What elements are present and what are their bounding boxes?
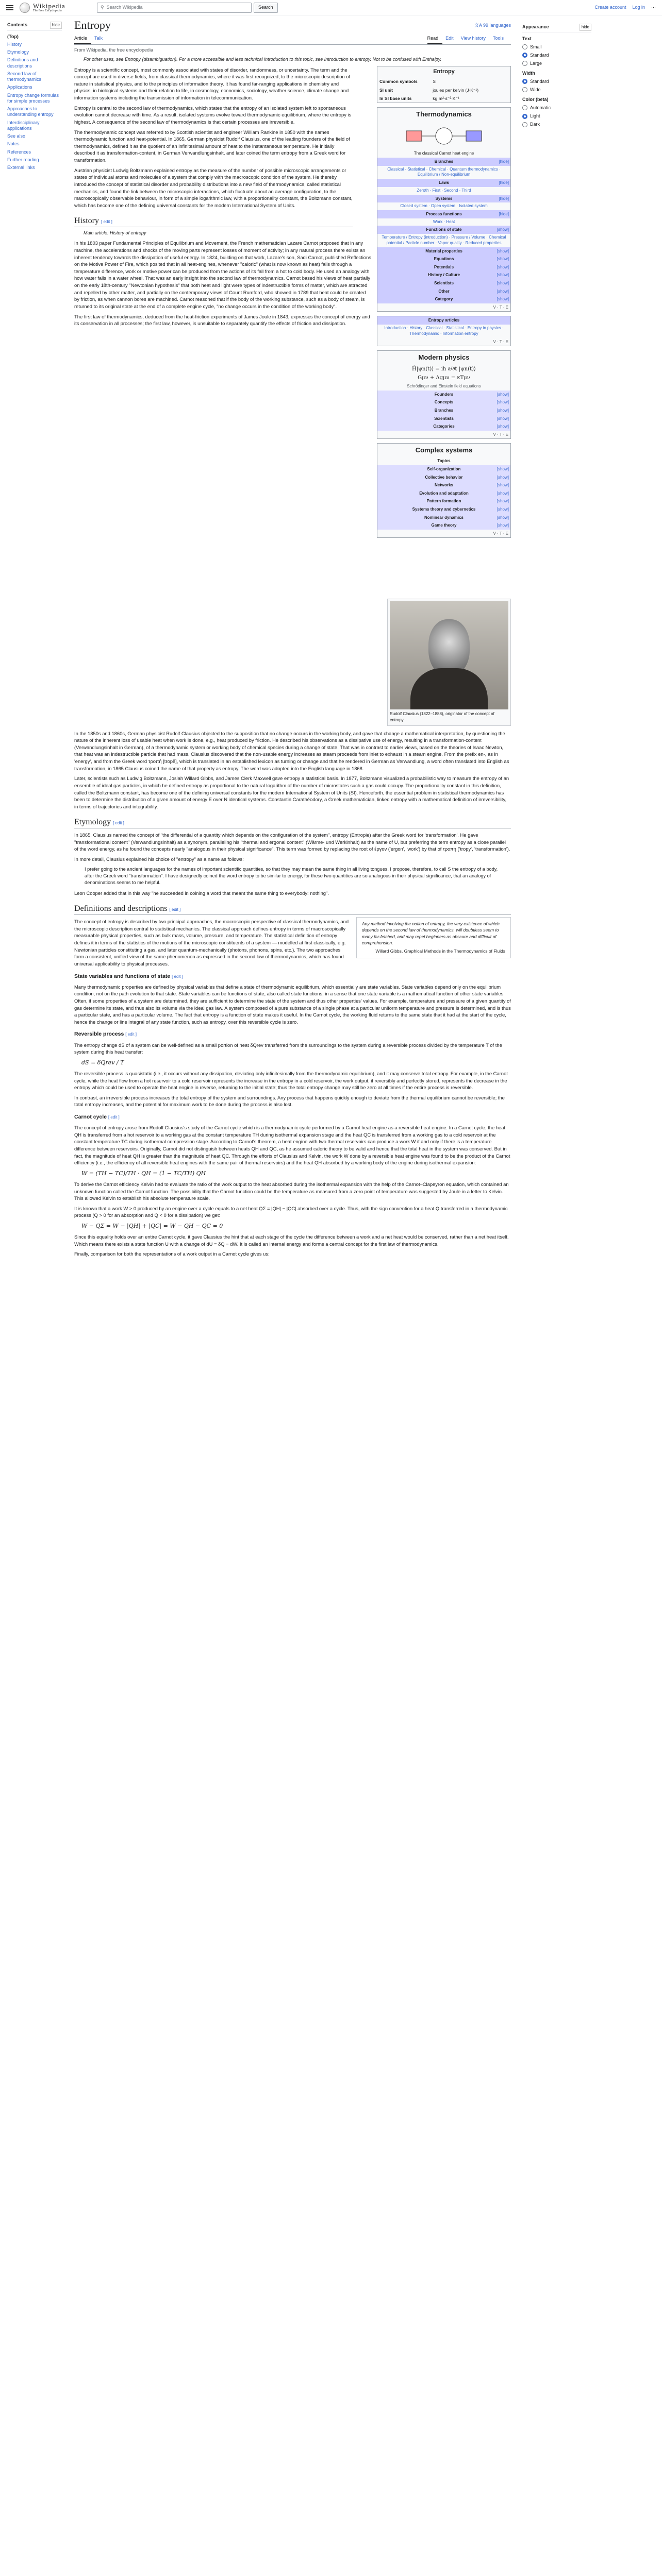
box-subtitle: Topics	[437, 459, 451, 464]
row-label: Game theory	[431, 523, 457, 528]
row-label: Scientists	[434, 416, 454, 421]
tab-talk[interactable]: Talk	[94, 36, 103, 41]
more-options-icon[interactable]: ⋯	[651, 4, 656, 10]
radio-label: Light	[530, 113, 540, 119]
sidebar-section-header[interactable]	[377, 195, 510, 203]
toc-item[interactable]: (Top)	[7, 33, 19, 39]
show-hide-toggle[interactable]: [show]	[496, 273, 509, 278]
show-hide-toggle[interactable]: [show]	[496, 280, 509, 285]
sidebar-section-links[interactable]: Zeroth · First · Second · Third	[417, 188, 471, 193]
etymology-paragraph: In 1865, Clausius named the concept of "the differential of a quantity which depends on the configuration of the system", entropy (Entropie) after the Greek word for 'transformation'. He gave "transformational content" (Verwandlungsinhalt) as a synonym, paralleling his "thermal and ergonal content" (Wärme- und Werkinhalt) as the name of U, but preferring the term entropy as a close parallel of the word energy, as he found the concepts nearly "analogous in their physical significance". This term was formed by replacing the root of ἔργον ('ergon', 'work') by that of τροπή ('tropy', 'transformation').	[74, 832, 510, 852]
box-links[interactable]: Introduction · History · Classical · Statistical · Entropy in physics · Thermodynamic · Information entropy	[384, 325, 504, 336]
history-paragraph: Later, scientists such as Ludwig Boltzmann, Josiah Willard Gibbs, and James Clerk Maxwell gave entropy a statistical basis. In 1877, Boltzmann visualized a probabilistic way to measure the entropy of an ensemble of ideal gas particles, in which he defined entropy as proportional to the natural logarithm of the number of microstates such a gas could occupy. The proportionality constant in this definition, called the Boltzmann constant, has become one of the defining universal constants for the modern International System of Units (SI). Henceforth, the essential problem in statistical thermodynamics has been to determine the distribution of a given amount of energy E over N identical systems. Constantin Carathéodory, a Greek mathematician, linked entropy with a mathematical definition of irreversibility, in terms of trajectories and integrability.	[74, 775, 509, 809]
quote-attribution: Willard Gibbs, Graphical Methods in the Thermodynamics of Fluids	[375, 948, 505, 954]
radio-icon[interactable]	[522, 87, 527, 92]
clausius-figure	[387, 599, 511, 725]
sidebar-section-header[interactable]	[377, 295, 510, 303]
edit-section-link[interactable]: [ edit ]	[169, 907, 181, 912]
edit-section-link[interactable]: [ edit ]	[108, 1115, 120, 1120]
schrodinger-equation: Ĥ|ψn(t)⟩ = iħ ∂/∂t |ψn(t)⟩	[412, 366, 476, 372]
collapsible-row[interactable]	[377, 465, 510, 473]
user-links	[594, 4, 656, 11]
sidebar-section-links[interactable]: Temperature / Entropy (introduction) · Pressure / Volume · Chemical potential / Particle number · Vapor quality · Reduced properties	[382, 235, 506, 245]
definitions-paragraph: The concept of entropy is described by two principal approaches, the macroscopic perspective of classical thermodynamics, and the microscopic description central to statistical mechanics. The classical approach defines entropy in terms of macroscopically measurable physical properties, such as bulk mass, volume, pressure, and temperature. The statistical definition of entropy defines it in terms of the statistics of the motions of the microscopic constituents of a system — modelled at first classically, e.g. Newtonian particles constituting a gas, and later quantum-mechanically (photons, phonons, spins, etc.). The two approaches form a consistent, unified view of the same phenomenon as expressed in the second law of thermodynamics, which has found universal applicability to physical processes.	[74, 919, 349, 967]
section-label: Process functions	[426, 212, 462, 217]
row-label: Self-organization	[427, 466, 461, 471]
sidebar-section-header[interactable]	[377, 158, 510, 166]
section-label: Scientists	[434, 280, 454, 285]
radio-selected-icon[interactable]	[522, 53, 527, 58]
color-label: Color (beta)	[522, 96, 549, 102]
radio-label: Large	[530, 60, 542, 66]
sidebar-caption: The classical Carnot heat engine	[413, 151, 474, 156]
infobox-row: Common symbols S	[379, 79, 436, 84]
radio-icon[interactable]	[522, 44, 527, 49]
sidebar-section-header[interactable]	[377, 210, 510, 218]
create-account-link[interactable]: Create account	[594, 4, 626, 10]
vte-links[interactable]: V · T · E	[493, 432, 508, 437]
radio-option[interactable]	[522, 60, 591, 67]
radio-label: Wide	[530, 87, 541, 92]
gibbs-quote-box	[356, 917, 511, 958]
wikipedia-logo[interactable]	[20, 3, 97, 13]
section-label: Material properties	[425, 248, 462, 253]
carnot-work-equation: W = (TH − TC)/TH · QH = (1 − TC/TH) QH	[81, 1170, 206, 1177]
row-label: Concepts	[434, 400, 454, 405]
sidebar-section-header[interactable]	[377, 279, 510, 287]
log-in-link[interactable]: Log in	[632, 4, 645, 10]
search-button[interactable]: Search	[254, 3, 278, 13]
sidebar-title: Thermodynamics	[416, 110, 472, 118]
show-toggle[interactable]: [show]	[496, 408, 509, 413]
width-label: Width	[522, 70, 535, 76]
toc-item[interactable]: Applications	[7, 84, 32, 90]
radio-label: Standard	[530, 78, 549, 84]
show-hide-toggle[interactable]: [show]	[496, 248, 509, 253]
row-label: Systems theory and cybernetics	[412, 506, 476, 512]
sidebar-section-links[interactable]: Closed system · Open system · Isolated system	[400, 204, 488, 209]
toc-item[interactable]: See also	[7, 133, 26, 139]
row-label: Networks	[434, 483, 453, 488]
quote-text: Any method involving the notion of entropy, the very existence of which depends on the second law of thermodynamics, will doubtless seem to many far-fetched, and may repel beginners as obscure and difficult of comprehension.	[362, 921, 500, 946]
radio-option[interactable]	[522, 87, 591, 93]
intro-paragraph: Entropy is a scientific concept, most commonly associated with states of disorder, randomness, or uncertainty. The term and the concept are used in diverse fields, from classical thermodynamics, where it was first recognized, to the microscopic description of nature in statistical physics, and to the principles of information theory. It has found far-ranging applications in chemistry and physics, in biological systems and their relation to life, in cosmology, economics, sociology, weather science, climate change and information systems including the transmission of information in telecommunication.	[74, 66, 351, 101]
complex-systems-box	[377, 443, 511, 538]
carnot-engine-diagram	[377, 122, 510, 150]
section-label: Branches	[434, 159, 454, 164]
right-boxes	[377, 66, 511, 538]
box-title: Modern physics	[418, 353, 470, 362]
row-label: Categories	[433, 424, 455, 429]
section-label: Other	[438, 289, 450, 294]
state-paragraph: Many thermodynamic properties are defined by physical variables that define a state of thermodynamic equilibrium, which essentially are state variables. State variables depend only on the equilibrium condition, not on the path evolution to that state. State variables can be functions of state, also called state functions, in a sense that one state variable is a mathematical function of other state variables. Often, if some properties of a system are determined, they are sufficient to determine the state of the system and thus other properties' values. For example, temperature and pressure of a given quantity of gas determine its state, and thus also its volume via the ideal gas law. A system composed of a pure substance of a single phase at a particular uniform temperature and pressure is determined, and is thus a particular state, and has a particular volume. The fact that entropy is a function of state makes it useful. In the Carnot cycle, the working fluid returns to the same state that it had at the start of the cycle, hence the change or line integral of any state function, such as entropy, over this reversible cycle is zero.	[74, 984, 511, 1025]
vte-links[interactable]: V · T · E	[493, 339, 508, 344]
figure-caption: Rudolf Clausius (1822–1888), originator of the concept of entropy	[390, 711, 494, 722]
page-title: Entropy 文A 99 languages	[74, 19, 511, 31]
section-heading-state-variables: State variables and functions of state [ edit ]	[74, 973, 183, 979]
show-hide-toggle[interactable]: [show]	[496, 297, 509, 302]
section-heading-definitions: Definitions and descriptions [ edit ]	[74, 904, 511, 915]
collapsible-row[interactable]	[377, 391, 510, 399]
infobox	[377, 66, 511, 104]
toc-item[interactable]: References	[7, 149, 31, 155]
sidebar-section-links[interactable]: Classical · Statistical · Chemical · Quantum thermodynamics · Equilibrium / Non-equilibrium	[387, 166, 501, 177]
radio-option[interactable]	[522, 52, 591, 59]
carnot-paragraph: Finally, comparison for both the representations of a work output in a Carnot cycle gives us:	[74, 1251, 270, 1257]
hatnote: For other uses, see Entropy (disambiguation). For a more accessible and less technical introduction to this topic, see Introduction to entropy. Not to be confused with Enthalpy.	[84, 57, 442, 62]
search-input[interactable]: ⚲ Search Wikipedia	[97, 3, 252, 13]
toc-hide-button[interactable]: hide	[50, 22, 62, 29]
show-toggle[interactable]: [show]	[496, 523, 509, 528]
sidebar-section-links[interactable]: Work · Heat	[433, 219, 455, 224]
radio-option[interactable]	[522, 44, 591, 50]
carnot-paragraph: It is known that a work W > 0 produced by an engine over a cycle equals to a net heat QΣ = |QH| − |QC| absorbed over a cycle. Thus, with the sign convention for a heat Q transferred in a thermodynamic process (Q > 0 for an absorption and Q < 0 for a dissipation) we get:	[74, 1205, 508, 1218]
radio-option[interactable]	[522, 113, 591, 120]
collapsible-row[interactable]	[377, 473, 510, 482]
infobox-row: SI unit joules per kelvin (J⋅K⁻¹)	[379, 87, 479, 93]
tab-article[interactable]: Article	[74, 33, 91, 44]
toc-item[interactable]: Further reading	[7, 157, 39, 162]
section-label: Functions of state	[426, 227, 462, 232]
sidebar-section-header[interactable]	[377, 226, 510, 234]
section-label: Laws	[438, 180, 449, 185]
modern-physics-box	[377, 350, 511, 439]
radio-icon[interactable]	[522, 61, 527, 66]
sidebar-section-header[interactable]	[377, 263, 510, 272]
intro-paragraph: The thermodynamic concept was referred to by Scottish scientist and engineer William Rankine in 1850 with the names thermodynamic function and heat-potential. In 1865, German physicist Rudolf Clausius, one of the leading founders of the field of thermodynamics, defined it as the quotient of an infinitesimal amount of heat to the instantaneous temperature. He initially described it as transformation-content, in German Verwandlungsinhalt, and later coined the term entropy from a Greek word for transformation.	[74, 129, 350, 163]
collapsible-row[interactable]	[377, 521, 510, 530]
radio-option[interactable]	[522, 121, 591, 128]
show-toggle[interactable]: [show]	[496, 490, 509, 496]
toc-item[interactable]: Approaches to understanding entropy	[7, 106, 54, 117]
show-toggle[interactable]: [show]	[496, 474, 509, 480]
row-label: Founders	[434, 392, 454, 397]
etymology-paragraph: Leon Cooper added that in this way "he succeeded in coining a word that meant the same thing to everybody: nothing".	[74, 890, 329, 896]
show-toggle[interactable]: [show]	[496, 483, 509, 488]
show-hide-toggle[interactable]: [show]	[496, 289, 509, 294]
history-paragraph: The first law of thermodynamics, deduced from the heat-friction experiments of James Joule in 1843, expresses the concept of energy and its conservation in all processes; the first law, however, is unsuitable to separately quantify the effects of friction and dissipation.	[74, 313, 370, 327]
sidebar-section-header[interactable]	[377, 247, 510, 256]
entropy-definition-equation: dS = δQrev / T	[81, 1059, 124, 1066]
thermodynamics-sidebar	[377, 107, 511, 312]
row-label: Branches	[434, 408, 454, 413]
section-label: Equations	[434, 257, 454, 262]
language-button[interactable]: 文A 99 languages	[474, 22, 511, 28]
box-title: Complex systems	[415, 446, 473, 454]
site-name: Wikipedia	[33, 2, 65, 10]
reversible-paragraph: In contrast, an irreversible process increases the total entropy of the system and surroundings. Any process that happens quickly enough to deviate from the thermal equilibrium cannot be reversible; the total entropy increases, and the potential for maximum work to be done during the process is also lost.	[74, 1094, 505, 1108]
tab-read[interactable]: Read	[427, 33, 443, 44]
edit-section-link[interactable]: [ edit ]	[172, 974, 183, 979]
page-tabs	[74, 33, 511, 45]
show-hide-toggle[interactable]: [hide]	[499, 212, 509, 217]
toc-item[interactable]: Interdisciplinary applications	[7, 120, 40, 131]
collapsible-row[interactable]	[377, 497, 510, 505]
radio-icon[interactable]	[522, 122, 527, 127]
clausius-portrait[interactable]	[390, 601, 508, 709]
box-header: Entropy articles	[377, 316, 510, 325]
collapsible-row[interactable]	[377, 514, 510, 522]
appearance-panel	[518, 15, 595, 1261]
row-label: Pattern formation	[426, 499, 461, 504]
sidebar-section-header[interactable]	[377, 179, 510, 187]
radio-icon[interactable]	[522, 105, 527, 110]
section-label: Category	[435, 297, 453, 302]
carnot-paragraph: Since this equality holds over an entire Carnot cycle, it gave Clausius the hint that at each stage of the cycle the difference between a work and a net heat would be conserved, rather than a net heat itself. Which means there exists a state function U with a change of dU = δQ − dW. It is called an internal energy and forms a central concept for the first law of thermodynamics.	[74, 1233, 509, 1247]
section-label: History / Culture	[427, 273, 460, 278]
section-heading-etymology: Etymology [ edit ]	[74, 817, 511, 828]
vte-links[interactable]: V · T · E	[493, 304, 508, 310]
box-caption: Schrödinger and Einstein field equations	[407, 383, 481, 388]
site-header	[0, 0, 662, 15]
row-label: Nonlinear dynamics	[424, 515, 464, 520]
show-toggle[interactable]: [show]	[496, 499, 509, 504]
tab-history[interactable]: View history	[460, 36, 486, 41]
show-toggle[interactable]: [show]	[496, 506, 509, 512]
radio-label: Dark	[530, 122, 540, 127]
site-tagline: The Free Encyclopedia	[33, 9, 62, 12]
collapsible-row[interactable]	[377, 415, 510, 423]
section-heading-reversible: Reversible process [ edit ]	[74, 1031, 137, 1038]
infobox-title: Entropy	[433, 68, 455, 75]
row-label: Collective behavior	[425, 474, 463, 480]
show-toggle[interactable]: [show]	[496, 392, 509, 397]
radio-selected-icon[interactable]	[522, 79, 527, 84]
show-toggle[interactable]: [show]	[496, 400, 509, 405]
article	[67, 15, 518, 1261]
collapsible-row[interactable]	[377, 505, 510, 514]
radio-label: Automatic	[530, 105, 551, 110]
toc-item[interactable]: History	[7, 41, 22, 47]
radio-selected-icon[interactable]	[522, 114, 527, 119]
text-size-label: Text	[522, 36, 532, 41]
intro-paragraph: Austrian physicist Ludwig Boltzmann explained entropy as the measure of the number of possible microscopic arrangements or states of individual atoms and molecules of a system that comply with the macroscopic condition of the system. He thereby introduced the concept of statistical disorder and probability distributions into a new field of thermodynamics, called statistical mechanics, and found the link between the microscopic interactions, which fluctuate about an average configuration, to the macroscopically observable behaviour, in form of a simple logarithmic law, with a proportionality constant, the Boltzmann constant, which has become one of the defining universal constants for the modern International System of Units.	[74, 167, 353, 208]
section-heading-carnot: Carnot cycle [ edit ]	[74, 1114, 120, 1120]
site-sub: From Wikipedia, the free encyclopedia	[74, 47, 154, 53]
tab-edit[interactable]: Edit	[445, 36, 454, 41]
collapsible-row[interactable]	[377, 481, 510, 489]
reversible-paragraph: The entropy change dS of a system can be well-defined as a small portion of heat δQrev transferred from the surroundings to the system during a reversible process divided by the temperature T of the system during this heat transfer:	[74, 1042, 502, 1055]
collapsible-row[interactable]	[377, 489, 510, 498]
clausius-quote: I prefer going to the ancient languages for the names of important scientific quantities, so that they may mean the same thing in all living tongues. I propose, therefore, to call S the entropy of a body, after the Greek word "transformation". I have designedly coined the word entropy to be similar to energy, for these two quantities are so analogous in their physical significance, that an analogy of denominations seems to me helpful.	[85, 866, 498, 886]
show-hide-toggle[interactable]: [hide]	[499, 180, 509, 185]
intro-paragraph: Entropy is central to the second law of thermodynamics, which states that the entropy of an isolated system left to spontaneous evolution cannot decrease with time. As a result, isolated systems evolve toward thermodynamic equilibrium, where the entropy is highest. A consequence of the second law of thermodynamics is that certain processes are irreversible.	[74, 105, 352, 125]
show-toggle[interactable]: [show]	[496, 515, 509, 520]
collapsible-row[interactable]	[377, 398, 510, 406]
main-article-note: Main article: History of entropy	[84, 230, 146, 236]
infobox-row: In SI base units kg⋅m²⋅s⁻²⋅K⁻¹	[379, 96, 459, 101]
search-icon: ⚲	[101, 4, 104, 10]
net-heat-equation: W − QΣ = W − |QH| + |QC| = W − QH − QC = 0	[81, 1223, 223, 1230]
radio-option[interactable]	[522, 105, 591, 111]
etymology-paragraph: In more detail, Clausius explained his choice of "entropy" as a name as follows:	[74, 856, 244, 862]
show-hide-toggle[interactable]: [show]	[496, 257, 509, 262]
reversible-paragraph: The reversible process is quasistatic (i.e., it occurs without any dissipation, deviating only infinitesimally from the thermodynamic equilibrium), and it may conserve total entropy. For example, in the Carnot cycle, while the heat flow from a hot reservoir to a cold reservoir represents the increase in the entropy in a cold reservoir, the work output, if reversibly and perfectly stored, represents the decrease in the entropy which could be used to operate the heat engine in reverse, returning to the initial state; thus the total entropy change may still be zero at all times if the entire process is reversible.	[74, 1070, 508, 1091]
collapsible-row[interactable]	[377, 406, 510, 415]
history-paragraph: In the 1850s and 1860s, German physicist Rudolf Clausius objected to the supposition that no change occurs in the working body, and gave that change a mathematical interpretation, by questioning the nature of the inherent loss of usable heat when work is done, e.g., heat produced by friction. He described his observations as a dissipative use of energy, resulting in a transformation-content (Verwandlungsinhalt in German), of a thermodynamic system or working body of chemical species during a change of state. That was in contrast to earlier views, based on the theories of Isaac Newton, that heat was an indestructible particle that had mass. Clausius discovered that the non-usable energy increases as steam proceeds from inlet to exhaust in a steam engine. From the prefix en-, as in 'energy', and from the Greek word τροπή [tropē], which is translated in an established lexicon as turning or change and that he rendered in German as Verwandlung, a word often translated into English as transformation, in 1865 Clausius coined the name of that property as entropy. The word was adopted into the English language in 1868.	[74, 730, 509, 771]
sidebar-section-header[interactable]	[377, 271, 510, 279]
sidebar-section-header[interactable]	[377, 287, 510, 296]
edit-section-link[interactable]: [ edit ]	[113, 821, 124, 826]
entropy-articles-box	[377, 316, 511, 346]
appearance-hide-button[interactable]: hide	[580, 24, 591, 31]
toc-item[interactable]: Entropy change formulas for simple processes	[7, 92, 59, 104]
toc-item[interactable]: Notes	[7, 141, 20, 147]
toc-item[interactable]: Definitions and descriptions	[7, 57, 38, 69]
carnot-paragraph: The concept of entropy arose from Rudolf Clausius's study of the Carnot cycle which is a thermodynamic cycle performed by a Carnot heat engine as a reversible heat engine. In a Carnot cycle, the heat QH is transferred from a hot reservoir to a working gas at the constant temperature TH during isothermal expansion stage and the heat QC is transferred from a working gas to a cold reservoir at the constant temperature TC during isothermal compression stage. According to Carnot's theorem, a heat engine with two thermal reservoirs can produce a work W if and only if there is a temperature difference between reservoirs. Originally, Carnot did not distinguish between heats QH and QC, as he assumed caloric theory to be valid and hence that the total heat in the system was conserved. But in fact, the magnitude of heat QH is greater than the magnitude of heat QC. Through the efforts of Clausius and Kelvin, the work W done by a reversible heat engine was found to be the product of the Carnot efficiency (i.e., the efficiency of all reversible heat engines with the same pair of thermal reservoirs) and the heat QH absorbed by a working body of the engine during isothermal expansion:	[74, 1125, 510, 1166]
radio-label: Standard	[530, 52, 549, 58]
show-toggle[interactable]: [show]	[496, 424, 509, 429]
radio-label: Small	[530, 44, 542, 49]
section-heading-history: History [ edit ]	[74, 216, 353, 227]
history-paragraph: In his 1803 paper Fundamental Principles of Equilibrium and Movement, the French mathematician Lazare Carnot proposed that in any machine, the accelerations and shocks of the moving parts represent losses of moment of activity; in any natural process there exists an inherent tendency towards the dissipation of useful energy. In 1824, building on that work, Lazare's son, Sadi Carnot, published Reflections on the Motive Power of Fire, which posited that in all heat-engines, whenever "caloric" (what is now known as heat) falls through a temperature difference, work or motive power can be produced from the actions of its fall from a hot to cold body. He used an analogy with how water falls in a water wheel. That was an early insight into the second law of thermodynamics. Carnot based his views of heat partially on the early 18th-century "Newtonian hypothesis" that both heat and light were types of indestructible forms of matter, which are attracted and repelled by other matter, and partially on the contemporary views of Count Rumford, who showed in 1789 that heat could be created by friction, as when cannon bores are machined. Carnot reasoned that if the body of the working substance, such as a body of steam, is returned to its original state at the end of a complete engine cycle, "no change occurs in the condition of the working body".	[74, 240, 371, 309]
tab-tools[interactable]: Tools	[492, 36, 504, 41]
einstein-equation: Gμν + Λgμν = κTμν	[418, 375, 470, 381]
show-toggle[interactable]: [show]	[496, 466, 509, 471]
vte-links[interactable]: V · T · E	[493, 531, 508, 536]
section-label: Potentials	[434, 264, 454, 269]
row-label: Evolution and adaptation	[419, 490, 469, 496]
show-hide-toggle[interactable]: [show]	[496, 264, 509, 269]
radio-option[interactable]	[522, 78, 591, 85]
toc-item[interactable]: External links	[7, 165, 35, 171]
table-of-contents	[0, 15, 67, 1261]
show-toggle[interactable]: [show]	[496, 416, 509, 421]
carnot-paragraph: To derive the Carnot efficiency Kelvin had to evaluate the ratio of the work output to the heat absorbed during the isothermal expansion with the help of the Carnot–Clapeyron equation, which contained an unknown function called the Carnot function. The possibility that the Carnot function could be the temperature as measured from a zero point of temperature was suggested by Joule in a letter to Kelvin. This allowed Kelvin to establish his absolute temperature scale.	[74, 1181, 509, 1201]
appearance-title: Appearance	[522, 24, 549, 29]
edit-section-link[interactable]: [ edit ]	[125, 1032, 137, 1037]
toc-item[interactable]: Second law of thermodynamics	[7, 71, 42, 82]
show-hide-toggle[interactable]: [show]	[496, 227, 509, 232]
sidebar-section-header[interactable]	[377, 255, 510, 263]
globe-icon	[20, 3, 30, 13]
show-hide-toggle[interactable]: [hide]	[499, 196, 509, 201]
section-label: Systems	[435, 196, 453, 201]
collapsible-row[interactable]	[377, 422, 510, 431]
toc-item[interactable]: Etymology	[7, 49, 29, 55]
edit-section-link[interactable]: [ edit ]	[101, 219, 112, 225]
show-hide-toggle[interactable]: [hide]	[499, 159, 509, 164]
toc-title: Contents	[7, 22, 27, 27]
main-menu-icon[interactable]	[6, 5, 13, 10]
